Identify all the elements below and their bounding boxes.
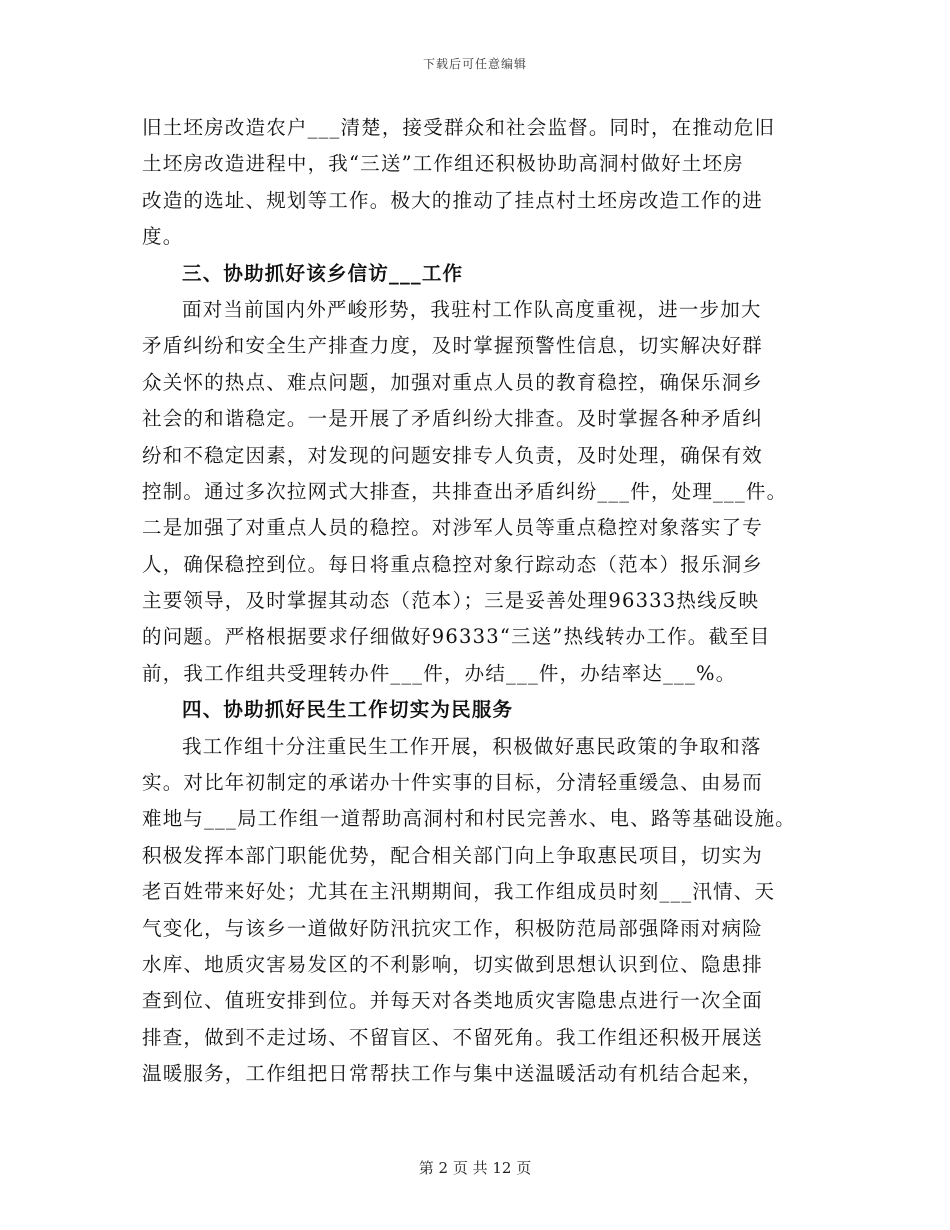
text-line: 矛盾纠纷和安全生产排查力度，及时掌握预警性信息，切实解决好群 xyxy=(142,334,764,358)
text-line: 纷和不稳定因素，对发现的问题安排专人负责，及时处理，确保有效 xyxy=(142,443,764,467)
text-line: 控制。通过多次拉网式大排查，共排查出矛盾纠纷___件，处理___件。 xyxy=(142,479,788,503)
text-line: 改造的选址、规划等工作。极大的推动了挂点村土坯房改造工作的进 xyxy=(142,188,764,212)
text-line: 积极发挥本部门职能优势，配合相关部门向上争取惠民项目，切实为 xyxy=(142,843,764,867)
text-line: 众关怀的热点、难点问题，加强对重点人员的教育稳控，确保乐洞乡 xyxy=(142,370,764,394)
page-header: 下载后可任意编辑 xyxy=(422,57,527,71)
text-line: 主要领导，及时掌握其动态（范本）；三是妥善处理96333热线反映 xyxy=(142,589,760,613)
text-line: 度。 xyxy=(142,225,184,249)
text-line: 社会的和谐稳定。一是开展了矛盾纠纷大排查。及时掌握各种矛盾纠 xyxy=(142,407,764,431)
section-heading: 四、协助抓好民生工作切实为民服务 xyxy=(182,698,514,722)
text-line: 土坯房改造进程中，我“三送”工作组还积极协助高洞村做好土坯房 xyxy=(142,152,744,176)
document-body xyxy=(142,110,822,1093)
text-line: 的问题。严格根据要求仔细做好96333“三送”热线转办工作。截至目 xyxy=(142,625,771,649)
text-line: 温暖服务，工作组把日常帮扶工作与集中送温暖活动有机结合起来， xyxy=(142,1062,764,1086)
text-line: 气变化，与该乡一道做好防汛抗灾工作，积极防范局部强降雨对病险 xyxy=(142,916,764,940)
paragraph-first-line: 我工作组十分注重民生工作开展，积极做好惠民政策的争取和落 xyxy=(182,734,762,758)
text-line: 老百姓带来好处；尤其在主汛期期间，我工作组成员时刻___汛情、天 xyxy=(142,880,776,904)
text-line: 排查，做到不走过场、不留盲区、不留死角。我工作组还积极开展送 xyxy=(142,1025,764,1049)
section-heading: 三、协助抓好该乡信访___工作 xyxy=(182,261,464,285)
text-line: 旧土坯房改造农户___清楚，接受群众和社会监督。同时，在推动危旧 xyxy=(142,116,776,139)
page-footer: 第 2 页 共 12 页 xyxy=(418,1159,532,1177)
text-line: 水库、地质灾害易发区的不利影响，切实做到思想认识到位、隐患排 xyxy=(142,952,764,976)
text-line: 前，我工作组共受理转办件___件，办结___件，办结率达___%。 xyxy=(142,661,737,685)
text-line: 二是加强了对重点人员的稳控。对涉军人员等重点稳控对象落实了专 xyxy=(142,516,764,540)
text-line: 实。对比年初制定的承诺办十件实事的目标，分清轻重缓急、由易而 xyxy=(142,771,764,795)
text-line: 难地与___局工作组一道帮助高洞村和村民完善水、电、路等基础设施。 xyxy=(142,807,796,831)
text-line: 查到位、值班安排到位。并每天对各类地质灾害隐患点进行一次全面 xyxy=(142,989,764,1013)
paragraph-first-line: 面对当前国内外严峻形势，我驻村工作队高度重视，进一步加大 xyxy=(182,297,762,321)
text-line: 人，确保稳控到位。每日将重点稳控对象行踪动态（范本）报乐洞乡 xyxy=(142,552,764,576)
